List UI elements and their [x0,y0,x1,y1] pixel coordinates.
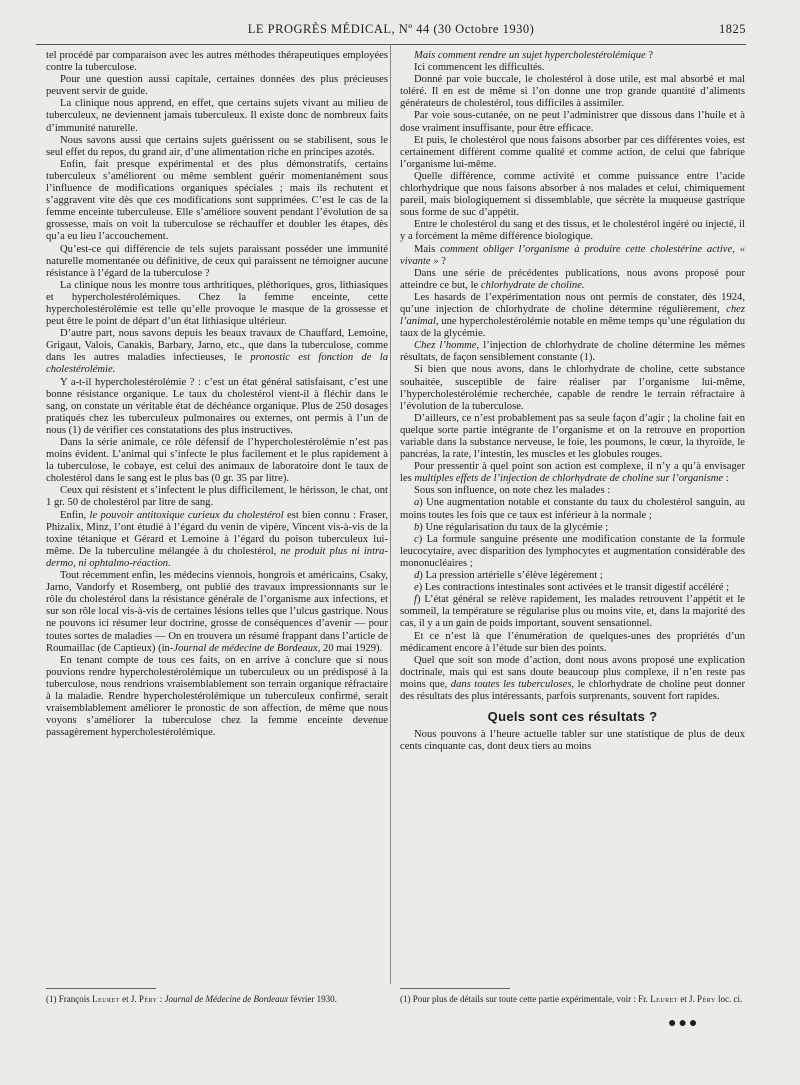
end-mark: ●●● [668,1016,700,1031]
paragraph: Tout récemment enfin, les médecins viennois, hongrois et américains, Csaky, Jarno, Vandorfy et Rosemberg, ont publié des travaux impressionnants sur le rôle du cholestérol dans la résistance générale de l’organisme aux infections, et sur son rôle local vis-à-vis de certaines lésions telles que l’ulcus gastrique. Nous ne pouvons ici résumer leur doctrine, grosse de conséquences d’avenir — pour toutes sortes de maladies — On en trouvera un résumé frappant dans l’article de Roumaillac (de Captieux) (in-Journal de médecine de Bordeaux, 20 mai 1929). [46,570,388,654]
paragraph: Y a-t-il hypercholestérolémie ? : c’est un état général satisfaisant, c’est une bonne résistance organique. Le taux du cholestérol vient-il à fléchir dans le sang, on constate un véritable état de déchéance organique. Plus de 250 dosages pratiqués chez les tuberculeux pulmonaires ou externes, ont permis à l’un de nous (1) de vérifier ces constatations des plus instructives. [46,376,388,436]
paragraph: f) L’état général se relève rapidement, les malades retrouvent l’appétit et le sommeil, la température se régularise plus ou moins vite, et, dans la majorité des cas, il y a un gain de poids important, souvent sensationnel. [400,594,745,630]
paragraph: Ici commencent les difficultés. [414,62,545,74]
paragraph: Mais comment obliger l’organisme à produire cette cholestérine active, « vivante » ? [400,243,745,267]
page-number: 1825 [719,22,746,36]
paragraph: Quel que soit son mode d’action, dont nous avons proposé une explication doctrinale, mais qui est sans doute beaucoup plus complexe, il n’en reste pas moins que, dans toutes les tuberculoses, le chlorhydrate de choline peut donner des résultats des plus intéressants, parfois surprenants, souvent fort rapides. [400,654,745,702]
paragraph: Pour pressentir à quel point son action est complexe, il n’y a qu’à envisager les multiples effets de l’injection de chlorhydrate de choline sur l’organisme : [400,461,745,485]
paragraph: Chez l’homme, l’injection de chlorhydrate de choline détermine les mêmes résultats, de façon sensiblement constante (1). [400,340,746,364]
paragraph: Ceux qui résistent et s’infectent le plus difficilement, le hérisson, le chat, ont 1 gr. 50 de cholestérol par litre de sang. [46,485,388,509]
paragraph: Enfin, le pouvoir antitoxique curieux du cholestérol est bien connu : Fraser, Phizalix, Minz, l’ont étudié à l’égard du venin de vipère, Vincent vis-à-vis de la toxine tétanique et Gérard et Lemoine à l’égard du poison tuberculeux lui-même. De la tuberculine mélangée à du cholestérol, ne produit plus ni intra-dermo, ni ophtalmo-réaction. [46,509,388,569]
paragraph: Les hasards de l’expérimentation nous ont permis de constater, dès 1924, qu’une injection de chlorhydrate de choline détermine régulièrement, chez l’animal, une hypercholestérolémie notable en même temps qu’une régulation du taux de la glycémie. [400,291,745,340]
paragraph: a) Une augmentation notable et constante du taux du cholestérol sanguin, au moins toutes les fois que ce taux est inférieur à la normale ; [400,497,745,521]
paragraph: D’autre part, nous savons depuis les beaux travaux de Chauffard, Lemoine, Grigaut, Valois, Canakis, Barbary, Jarno, etc., que dans la tuberculose, comme dans les autres maladies infectieuses, le pronostic est fonction de la cholestérolémie. [46,328,388,376]
paragraph: Dans la série animale, ce rôle défensif de l’hypercholestérolémie n’est pas moins évident. L’animal qui s’infecte le plus facilement et le plus rapidement à la tuberculose, le cobaye, est celui des animaux de laboratoire dont le taux de cholestérol dans le sang est le plus bas (0 gr. 35 par litre). [46,437,388,485]
running-header [36,22,746,40]
left-column [46,50,388,739]
paragraph: D’ailleurs, ce n’est probablement pas sa seule façon d’agir ; la choline fait en quelque sorte partie intégrante de l’organisme et on la retrouve en proportion variable dans la substance nerveuse, le foie, les poumons, le cœur, la thyroïde, le pancréas, la rate, l’intestin, les muscles et les globules rouges. [400,412,745,461]
paragraph: Sous son influence, on note chez les malades : [414,485,611,497]
header-rule [36,44,746,45]
journal-title: LE PROGRÈS MÉDICAL, Nº 44 (30 Octobre 1930) [247,22,535,36]
paragraph: Et ce n’est là que l’énumération de quelques-unes des propriétés d’un médicament encore à l’étude sur bien des points. [400,630,745,654]
footnote-left: (1) François Leuret et J. Péry : Journal de Médecine de Bordeaux février 1930. [46,994,337,1004]
paragraph: Qu’est-ce qui différencie de tels sujets paraissant posséder une immunité naturelle momentanée ou définitive, de ceux qui paraissent ne témoigner aucune résistance à l’égard de la tuberculose ? [46,243,388,279]
paragraph: La clinique nous apprend, en effet, que certains sujets vivant au milieu de tuberculeux, ne deviennent jamais tuberculeux. Il existe donc de nombreux faits d’immunité naturelle. [46,98,388,134]
paragraph: Pour une question aussi capitale, certaines données des plus précieuses peuvent servir de guide. [46,74,388,98]
paragraph: c) La formule sanguine présente une modification constante de la formule leucocytaire, avec disparition des lymphocytes et augmentation considérable des mononucléaires ; [400,533,745,569]
paragraph: Mais comment rendre un sujet hypercholestérolémique ? [414,50,654,61]
paragraph: b) Une régularisation du taux de la glycémie ; [414,521,609,533]
section-heading: Quels sont ces résultats ? [487,709,658,725]
right-column [400,50,745,753]
paragraph: Quelle différence, comme activité et comme puissance entre l’acide chlorhydrique que nous faisons absorber à nos malades et celui, chimiquement pareil, mais biologiquement si dissemblable, que sécrète la muqueuse gastrique sous forme de suc d’appétit. [400,170,745,219]
paragraph: Dans une série de précédentes publications, nous avons proposé pour atteindre ce but, le chlorhydrate de choline. [400,267,745,291]
footnote-right: (1) Pour plus de détails sur toute cette partie expérimentale, voir : Fr. Leuret et J. Péry loc. ci. [400,994,743,1004]
paragraph: Donné par voie buccale, le cholestérol à dose utile, est mal absorbé et mal toléré. Il en est de même si l’on donne une trop grande quantité d’aliments générateurs de cholestérol, tous difficiles à assimiler. [400,74,745,110]
paragraph: Entre le cholestérol du sang et des tissus, et le cholestérol ingéré ou injecté, il y a forcément la même différence biologique. [400,219,745,243]
paragraph: Enfin, fait presque expérimental et des plus démonstratifs, certains tuberculeux s’améliorent ou même semblent guérir momentanément sous l’influence de modifications organiques spéciales ; mais ils rechutent et s’aggravent vite dès que ces modifications sont supprimées. C’est le cas de la femme enceinte tuberculeuse. Elle s’améliore souvent pendant l’évolution de sa grossesse, mais on voit la tuberculose se réchauffer et doubler les étapes, dès qu’a eu lieu l’accouchement. [46,158,388,243]
paragraph: Par voie sous-cutanée, on ne peut l’administrer que dissous dans l’huile et à dose vraiment insuffisante, pour être efficace. [400,110,745,134]
footnote-rule-right [400,988,510,989]
paragraph: En tenant compte de tous ces faits, on en arrive à conclure que si nous pouvions rendre hypercholestérolémique un tuberculeux ou un prédisposé à la tuberculose, nous rendrions vraisemblablement son terrain organique réfractaire à la maladie. Rendre hypercholestérolémique un tuberculeux confirmé, serait vraisemblablement améliorer le pronostic de son affection, de même que nous voyons s’améliorer la tuberculose chez la femme enceinte devenue passagèrement hypercholestérolémique. [46,654,388,739]
paragraph: Si bien que nous avons, dans le chlorhydrate de choline, cette substance souhaitée, susceptible de faire réaliser par l’organisme lui-même, l’hypercholestérolémie recherchée, capable de rendre le terrain réfractaire à l’évolution de la tuberculose. [400,364,745,412]
paragraph: La clinique nous les montre tous arthritiques, pléthoriques, gros, lithiasiques et hypercholestérolémiques. Chez la femme enceinte, cette hypercholestérolémie est telle qu’elle provoque le masque de la grossesse et peut être le point de départ d’un état lithiasique ultérieur. [46,279,388,328]
paragraph: Nous savons aussi que certains sujets guérissent ou se stabilisent, sous le seul effet du repos, du grand air, d’une alimentation riche en principes azotés. [46,134,388,158]
paragraph: e) Les contractions intestinales sont activées et le transit digestif accéléré ; [414,582,730,594]
footnote-rule-left [46,988,156,989]
paragraph: Et puis, le cholestérol que nous faisons absorber par ces différentes voies, est certainement différent comme qualité et comme action, de celui que fabrique l’organisme lui-même. [400,134,745,170]
column-divider [390,44,391,984]
paragraph: d) La pression artérielle s’élève légèrement ; [414,570,603,582]
paragraph: Nous pouvons à l’heure actuelle tabler sur une statistique de plus de deux cents cinquante cas, dont deux tiers au moins [400,729,745,753]
paragraph: tel procédé par comparaison avec les autres méthodes thérapeutiques employées contre la tuberculose. [46,50,388,74]
